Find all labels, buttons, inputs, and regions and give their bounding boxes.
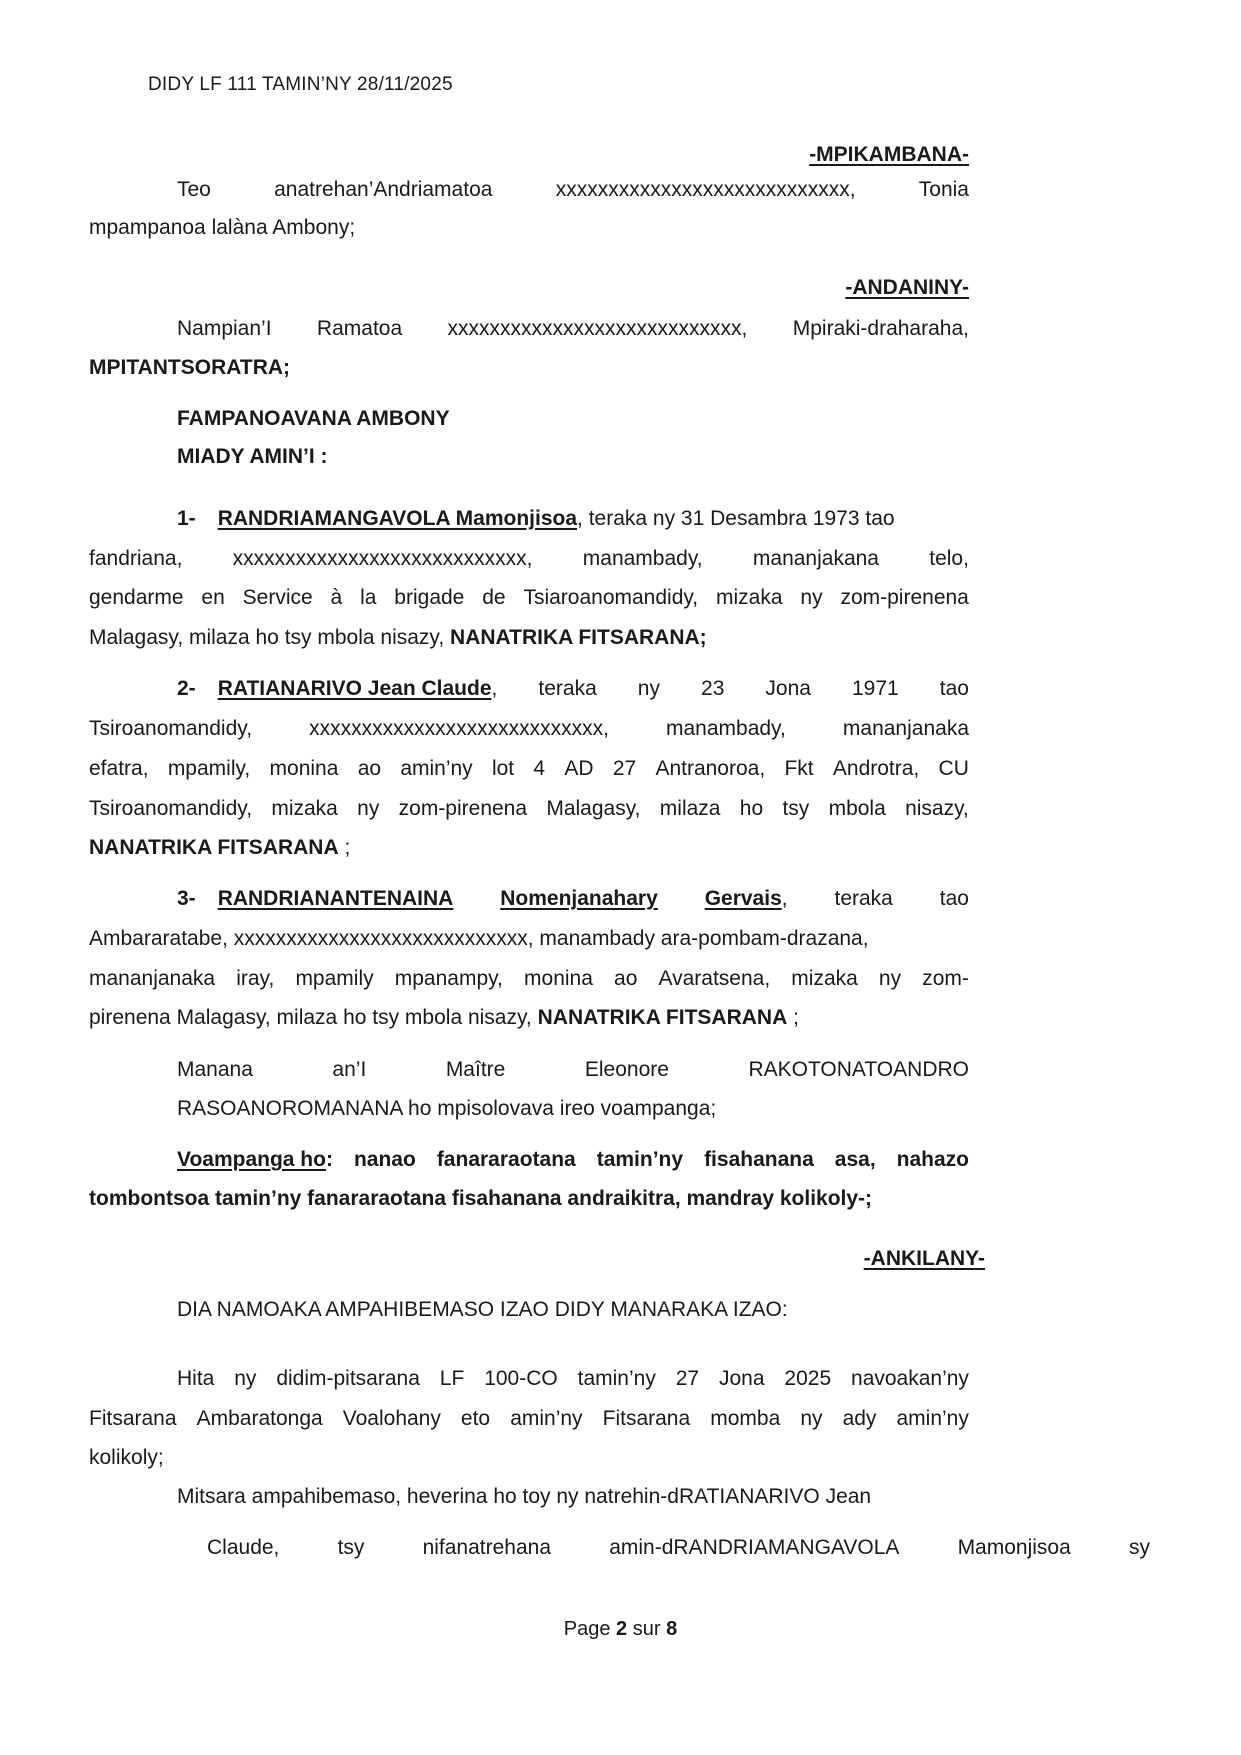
word: eto (460, 1407, 491, 1430)
word: ao (357, 757, 382, 780)
accused-1-number: 1- (177, 507, 196, 530)
accused-2-line3 (89, 757, 969, 781)
word: nisazy, (905, 797, 969, 820)
word: Maître (445, 1058, 506, 1081)
word: Malagasy, (546, 797, 641, 820)
word: mpamily, (167, 757, 251, 780)
word: brigade (394, 586, 465, 609)
accused-1-name: RANDRIAMANGAVOLA Mamonjisoa (217, 507, 578, 530)
word: asa, (834, 1148, 876, 1171)
word: Ramatoa (316, 317, 403, 340)
word: CU (938, 757, 969, 780)
hita-line3: kolikoly; (89, 1446, 164, 1469)
section-mpikambana (809, 143, 969, 167)
accused-2-line2 (89, 717, 969, 741)
voampanga-line1 (177, 1148, 969, 1172)
word: 100-CO (484, 1367, 558, 1390)
section-andaniny-text: -ANDANINY- (845, 276, 969, 299)
word: LF (439, 1367, 465, 1390)
accused-3-status: pirenena Malagasy, milaza ho tsy mbola nisazy, (89, 1006, 538, 1029)
accused-2-line4 (89, 797, 969, 821)
punctuation: ; (338, 836, 351, 859)
word: Fitsarana (602, 1407, 691, 1430)
word: iray, (236, 967, 275, 990)
word: mananjanaka (89, 967, 216, 990)
accused-1-line2 (89, 547, 969, 571)
word: Antranoroa, (655, 757, 766, 780)
word: Tsiaroanomandidy, (523, 586, 699, 609)
word: anatrehan’Andriamatoa (274, 178, 493, 201)
word: Teo (177, 178, 211, 201)
word: Androtra, (832, 757, 920, 780)
para-nampian-line1 (177, 317, 969, 341)
word: manambady, (666, 717, 786, 740)
punctuation: : (325, 1148, 333, 1171)
word: AD (564, 757, 594, 780)
word: Service (242, 586, 313, 609)
word: momba (710, 1407, 781, 1430)
accused-1-line1 (177, 507, 969, 531)
word: mananjanaka (842, 717, 969, 740)
word: nifanatrehana (422, 1536, 552, 1559)
word: tao (939, 677, 969, 700)
word: Fitsarana (89, 1407, 177, 1430)
word: mbola (828, 797, 886, 820)
word: gendarme (89, 586, 184, 609)
word: 1971 (851, 677, 899, 700)
word: lot (491, 757, 515, 780)
manana-line2: RASOANOROMANANA ho mpisolovava ireo voampanga; (177, 1097, 717, 1120)
word: en (201, 586, 225, 609)
accused-3-name-part: RANDRIANANTENAINA (217, 887, 454, 910)
word: amin’ny (400, 757, 473, 780)
word: Claude, (207, 1536, 280, 1559)
word: monina (269, 757, 339, 780)
word: nanao (353, 1148, 416, 1171)
word: tamin’ny (596, 1148, 684, 1171)
word: didim-pitsarana (276, 1367, 420, 1390)
word: amin’ny (896, 1407, 969, 1430)
word: zom-pirenena (840, 586, 969, 609)
voampanga-label: Voampanga ho (177, 1148, 326, 1171)
word: tamin’ny (577, 1367, 656, 1390)
word: Ambaratonga (196, 1407, 323, 1430)
word: zom-pirenena (398, 797, 528, 820)
word: Jona (765, 677, 811, 700)
accused-1-presence: NANATRIKA FITSARANA; (450, 626, 707, 649)
word: Mamonjisoa (957, 1536, 1071, 1559)
word: tsy (337, 1536, 365, 1559)
word: ao (614, 967, 638, 990)
word: tao (939, 887, 969, 910)
dia-namoaka-line: DIA NAMOAKA AMPAHIBEMASO IZAO DIDY MANARAKA IZAO: (177, 1298, 788, 1321)
word: mizaka (271, 797, 338, 820)
word: ny (234, 1367, 257, 1390)
accused-2-line5 (89, 836, 350, 860)
word: manambady, (582, 547, 703, 570)
accused-2-name: RATIANARIVO Jean Claude (217, 677, 492, 700)
para-teo-line1 (177, 178, 969, 202)
voampanga-line2: tombontsoa tamin’ny fanararaotana fisahanana andraikitra, mandray kolikoly-; (89, 1187, 873, 1210)
word: amin-dRANDRIAMANGAVOLA (609, 1536, 900, 1559)
word: fanararaotana (436, 1148, 576, 1171)
word: à (330, 586, 343, 609)
section-andaniny (845, 276, 969, 300)
word: fisahanana (704, 1148, 814, 1171)
word: mananjakana (752, 547, 879, 570)
word: 23 (701, 677, 725, 700)
word: Fkt (784, 757, 814, 780)
accused-1-status: Malagasy, milaza ho tsy mbola nisazy, (89, 626, 451, 649)
word: 4 (533, 757, 546, 780)
word: ho (739, 797, 764, 820)
accused-3-line3 (89, 967, 969, 991)
claude-line (207, 1536, 1150, 1560)
accused-1-birth: , teraka ny 31 Desambra 1973 tao (577, 507, 895, 530)
fampanoavana-heading: FAMPANOAVANA AMBONY (177, 407, 450, 430)
word: mizaka (716, 586, 783, 609)
mpitantsoratra-label: MPITANTSORATRA; (89, 356, 291, 379)
section-ankilany (864, 1247, 985, 1271)
mitsara-line: Mitsara ampahibemaso, heverina ho toy ny natrehin-dRATIANARIVO Jean (177, 1485, 872, 1508)
word: ny (800, 586, 823, 609)
word: Hita (177, 1367, 215, 1390)
accused-3-line2: Ambararatabe, xxxxxxxxxxxxxxxxxxxxxxxxxxxx, manambady ara-pombam-drazana, (89, 927, 869, 950)
word: mizaka (791, 967, 858, 990)
accused-1-line3 (89, 586, 969, 610)
hita-line2 (89, 1407, 969, 1431)
word: tsy (782, 797, 810, 820)
word: efatra, (89, 757, 149, 780)
page-number: 2 (616, 1618, 628, 1640)
page-footer (0, 1618, 1241, 1641)
word: ny (637, 677, 660, 700)
accused-1-line4 (89, 626, 707, 650)
word: nahazo (896, 1148, 969, 1171)
word: amin’ny (510, 1407, 583, 1430)
word: mpamily (295, 967, 374, 990)
word: sy (1128, 1536, 1150, 1559)
redacted-id: xxxxxxxxxxxxxxxxxxxxxxxxxxxx, (232, 547, 533, 570)
word: ny (878, 967, 902, 990)
word: Manana (177, 1058, 253, 1081)
punctuation: ; (787, 1006, 799, 1029)
word: Jona (718, 1367, 765, 1390)
word: teraka (834, 887, 893, 910)
word: RAKOTONATOANDRO (748, 1058, 969, 1081)
miady-heading: MIADY AMIN’I : (177, 445, 328, 468)
accused-2-line1 (177, 677, 969, 701)
word: Voalohany (342, 1407, 441, 1430)
word: Avaratsena, (658, 967, 771, 990)
word: Tonia (918, 178, 969, 201)
word: navoakan’ny (851, 1367, 969, 1390)
accused-3-presence: NANATRIKA FITSARANA (537, 1006, 788, 1029)
word: 27 (612, 757, 637, 780)
accused-3-number: 3- (177, 887, 196, 910)
page-total: 8 (666, 1618, 678, 1640)
accused-3-line4 (89, 1006, 799, 1030)
word: fandriana, (89, 547, 183, 570)
word: ady (842, 1407, 877, 1430)
word: mpanampy, (394, 967, 503, 990)
word: 2025 (784, 1367, 832, 1390)
accused-2-number: 2- (177, 677, 196, 700)
redacted-name: xxxxxxxxxxxxxxxxxxxxxxxxxxxx, (555, 178, 856, 201)
word: telo, (929, 547, 969, 570)
accused-3-name-part: Nomenjanahary (500, 887, 658, 910)
word: Tsiroanomandidy, (89, 717, 253, 740)
word: , (781, 887, 788, 910)
section-mpikambana-text: -MPIKAMBANA- (809, 143, 969, 166)
word: , (491, 677, 498, 700)
footer-prefix: Page (563, 1618, 617, 1640)
word: milaza (659, 797, 721, 820)
accused-3-name-part: Gervais (704, 887, 782, 910)
word: 27 (675, 1367, 700, 1390)
word: Mpiraki-draharaha, (792, 317, 969, 340)
redacted-id: xxxxxxxxxxxxxxxxxxxxxxxxxxxx, (309, 717, 609, 740)
redacted-name: xxxxxxxxxxxxxxxxxxxxxxxxxxxx, (447, 317, 748, 340)
word: de (482, 586, 506, 609)
footer-separator: sur (627, 1618, 667, 1640)
word: zom- (922, 967, 969, 990)
word: Eleonore (584, 1058, 669, 1081)
hita-line1 (177, 1367, 969, 1391)
para-teo-line2: mpampanoa lalàna Ambony; (89, 216, 356, 239)
section-ankilany-text: -ANKILANY- (863, 1247, 985, 1270)
word: Tsiroanomandidy, (89, 797, 253, 820)
word: teraka (538, 677, 597, 700)
word: ny (357, 797, 380, 820)
word: Nampian’I (177, 317, 272, 340)
document-reference-header: DIDY LF 111 TAMIN’NY 28/11/2025 (148, 74, 453, 95)
word: la (360, 586, 377, 609)
word: ny (800, 1407, 823, 1430)
accused-3-line1 (177, 887, 969, 911)
word: monina (524, 967, 593, 990)
word: an’I (332, 1058, 367, 1081)
accused-2-presence: NANATRIKA FITSARANA (89, 836, 339, 859)
manana-line1 (177, 1058, 969, 1082)
